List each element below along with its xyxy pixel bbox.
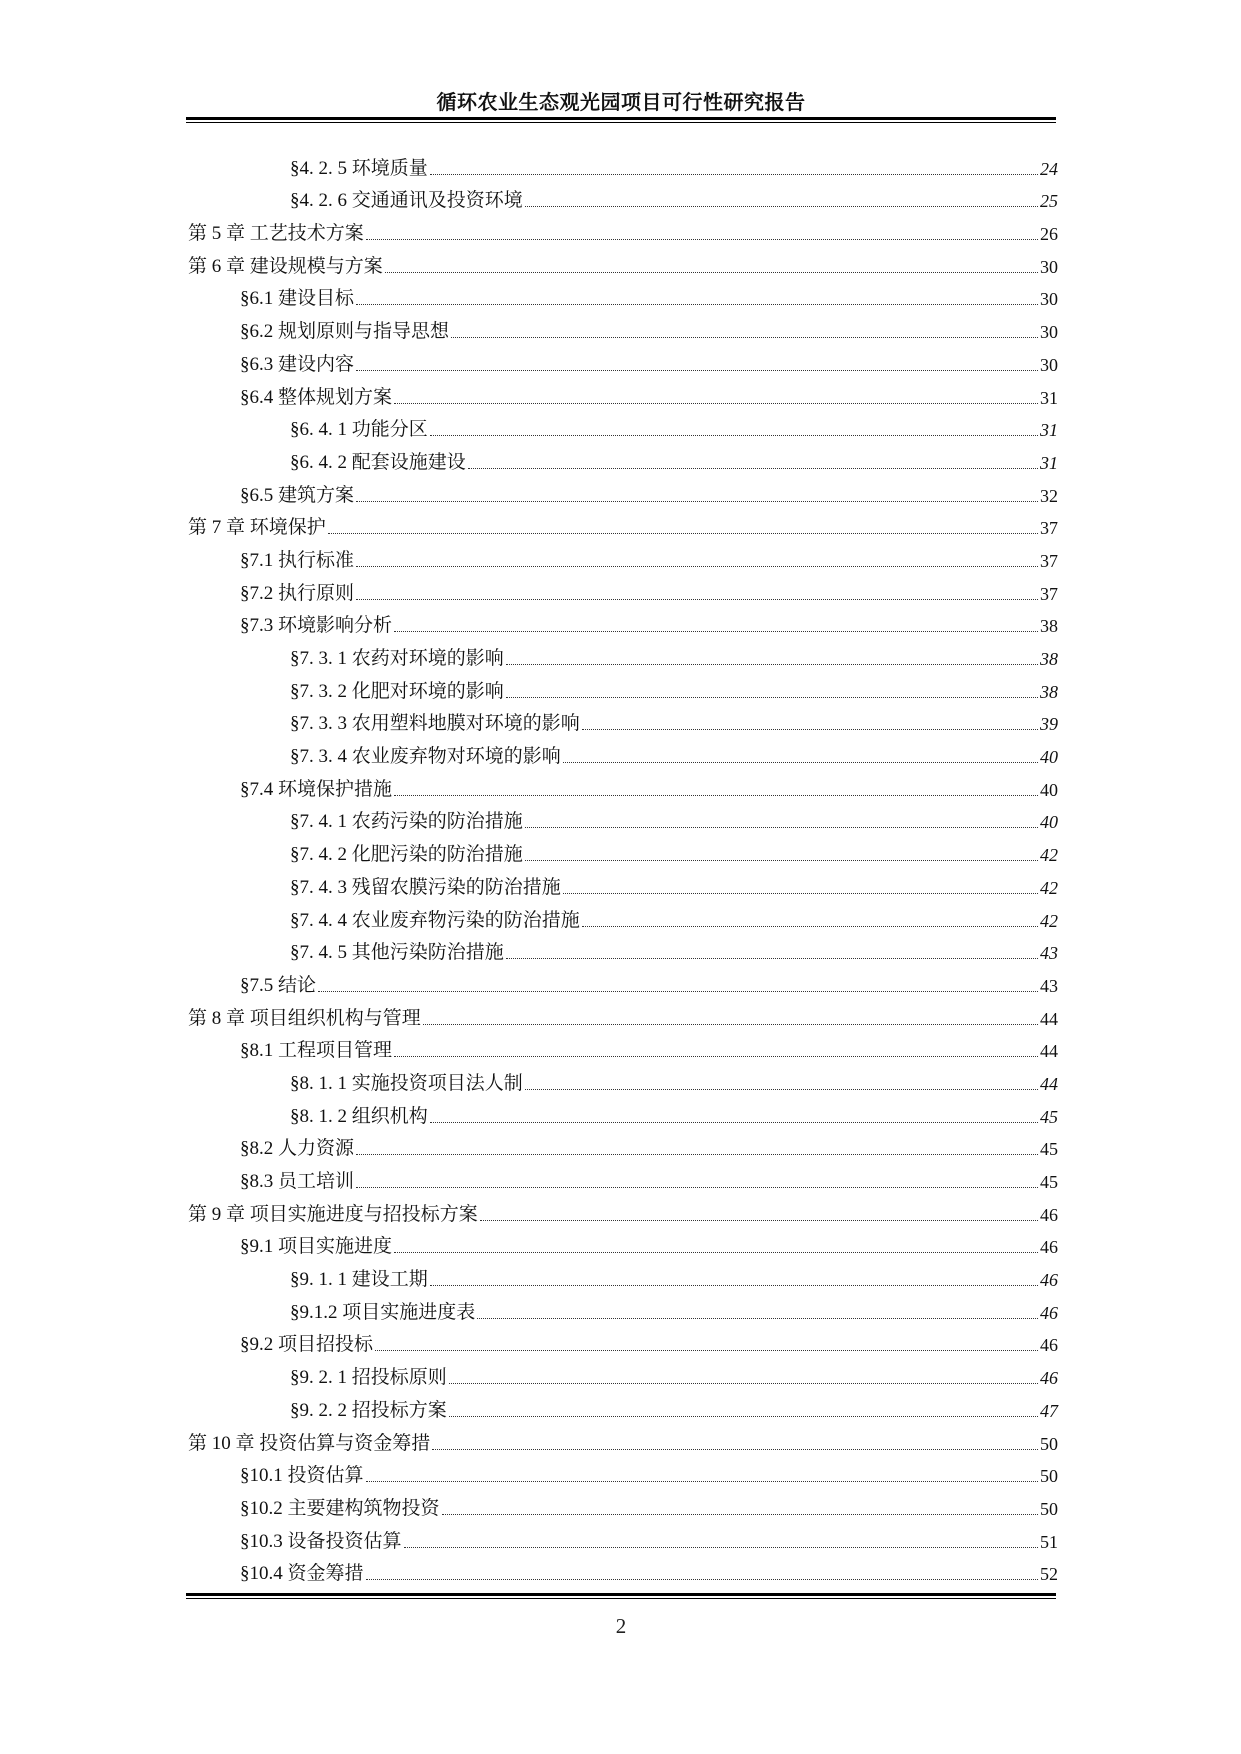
toc-dot-leader (432, 1449, 1038, 1450)
toc-entry[interactable] (188, 1068, 1058, 1101)
toc-entry[interactable] (188, 1101, 1058, 1134)
toc-entry[interactable] (188, 251, 1058, 284)
toc-entry-title: §7. 4. 4 农业废弃物污染的防治措施 (290, 909, 580, 931)
toc-dot-leader (506, 958, 1038, 959)
toc-entry-page: 45 (1040, 1106, 1058, 1127)
toc-dot-leader (394, 795, 1038, 796)
toc-entry-title: §6.3 建设内容 (240, 353, 355, 375)
toc-entry-page: 31 (1040, 420, 1058, 441)
toc-entry-title: §8.2 人力资源 (240, 1138, 355, 1160)
toc-entry[interactable] (188, 480, 1058, 513)
page-number: 2 (615, 1614, 627, 1638)
toc-entry[interactable] (188, 1493, 1058, 1526)
toc-entry-title: §6.1 建设目标 (240, 288, 355, 310)
toc-entry-page: 50 (1040, 1466, 1058, 1487)
toc-entry-title: §7. 3. 1 农药对环境的影响 (290, 648, 504, 669)
toc-entry-page: 46 (1040, 1237, 1058, 1258)
toc-entry-page: 37 (1040, 518, 1058, 539)
toc-entry-page: 44 (1040, 1008, 1058, 1029)
toc-entry-title: §7.1 执行标准 (240, 549, 355, 571)
toc-entry-title: §9.1 项目实施进度 (240, 1236, 393, 1258)
toc-entry-page: 46 (1040, 1204, 1058, 1225)
page-header-title: 循环农业生态观光园项目可行性研究报告 (436, 90, 806, 114)
toc-entry-title: §10.2 主要建构筑物投资 (240, 1497, 440, 1519)
header-rule-thick (186, 117, 1056, 120)
toc-entry[interactable] (188, 905, 1058, 938)
toc-entry[interactable] (188, 970, 1058, 1003)
toc-entry-page: 46 (1040, 1368, 1058, 1389)
toc-entry[interactable] (188, 643, 1058, 676)
toc-entry-page: 46 (1040, 1335, 1058, 1356)
toc-entry-title: §4. 2. 6 交通通讯及投资环境 (290, 190, 523, 212)
toc-entry-title: §7. 4. 1 农药污染的防治措施 (290, 811, 523, 833)
toc-entry-page: 40 (1040, 779, 1058, 800)
footer-rule-thick (186, 1593, 1056, 1596)
toc-dot-leader (430, 1122, 1038, 1123)
toc-entry[interactable] (188, 349, 1058, 382)
toc-entry-title: §7.4 环境保护措施 (240, 778, 393, 800)
toc-dot-leader (563, 762, 1038, 763)
toc-dot-leader (366, 1579, 1038, 1580)
toc-dot-leader (430, 174, 1038, 175)
toc-dot-leader (366, 239, 1038, 240)
toc-dot-leader (506, 697, 1038, 698)
toc-entry-page: 43 (1040, 975, 1058, 996)
toc-entry-page: 25 (1040, 191, 1058, 212)
toc-entry-page: 30 (1040, 322, 1058, 343)
toc-entry[interactable] (188, 839, 1058, 872)
toc-entry-title: §4. 2. 5 环境质量 (290, 157, 428, 179)
toc-entry-page: 42 (1040, 845, 1058, 866)
toc-entry-title: §7. 3. 4 农业废弃物对环境的影响 (290, 746, 561, 768)
toc-entry[interactable] (188, 513, 1058, 546)
toc-entry-title: §7. 3. 2 化肥对环境的影响 (290, 680, 504, 702)
toc-dot-leader (423, 1024, 1038, 1025)
toc-entry-page: 44 (1040, 1073, 1058, 1094)
toc-dot-leader (356, 1187, 1038, 1188)
toc-dot-leader (404, 1547, 1038, 1548)
toc-dot-leader (394, 1252, 1038, 1253)
toc-entry[interactable] (188, 1134, 1058, 1167)
toc-entry[interactable] (188, 611, 1058, 644)
toc-entry-page: 40 (1040, 812, 1058, 833)
toc-entry-page: 51 (1040, 1531, 1058, 1552)
toc-entry-title: §6.5 建筑方案 (240, 484, 355, 506)
toc-entry[interactable] (188, 807, 1058, 840)
toc-entry[interactable] (188, 1003, 1058, 1036)
toc-dot-leader (582, 926, 1038, 927)
toc-dot-leader (394, 403, 1038, 404)
toc-entry[interactable] (188, 1166, 1058, 1199)
toc-dot-leader (430, 1285, 1038, 1286)
toc-entry[interactable] (188, 153, 1058, 186)
toc-entry-page: 44 (1040, 1041, 1058, 1062)
toc-dot-leader (430, 435, 1038, 436)
toc-entry-page: 42 (1040, 877, 1058, 898)
toc-entry-title: §8.3 员工培训 (240, 1171, 355, 1192)
toc-dot-leader (375, 1350, 1038, 1351)
toc-dot-leader (525, 860, 1038, 861)
toc-dot-leader (356, 304, 1038, 305)
toc-entry-page: 32 (1040, 485, 1058, 506)
toc-entry-page: 31 (1040, 387, 1058, 408)
toc-entry-title: §9. 2. 1 招投标原则 (290, 1367, 447, 1389)
toc-entry[interactable] (188, 382, 1058, 415)
toc-entry-page: 43 (1040, 943, 1058, 964)
toc-entry[interactable] (188, 774, 1058, 807)
toc-entry-page: 26 (1040, 224, 1058, 245)
toc-dot-leader (366, 1481, 1038, 1482)
toc-entry-title: §7. 4. 2 化肥污染的防治措施 (290, 844, 523, 866)
toc-entry-page: 42 (1040, 910, 1058, 931)
toc-dot-leader (582, 729, 1038, 730)
toc-entry-page: 50 (1040, 1433, 1058, 1454)
toc-entry-title: §9. 2. 2 招投标方案 (290, 1399, 447, 1421)
toc-entry[interactable] (188, 938, 1058, 971)
toc-entry-page: 45 (1040, 1172, 1058, 1192)
toc-dot-leader (318, 991, 1038, 992)
toc-dot-leader (525, 827, 1038, 828)
toc-entry-page: 39 (1040, 714, 1058, 735)
toc-entry[interactable] (188, 578, 1058, 611)
toc-dot-leader (506, 664, 1038, 665)
header-rule-thin (186, 122, 1056, 123)
toc-dot-leader (356, 370, 1038, 371)
toc-entry-title: §10.4 资金筹措 (240, 1563, 364, 1585)
toc-entry-title: §8. 1. 2 组织机构 (290, 1105, 428, 1127)
toc-entry[interactable] (188, 447, 1058, 480)
toc-entry-title: §8. 1. 1 实施投资项目法人制 (290, 1072, 523, 1094)
toc-entry-page: 52 (1040, 1564, 1058, 1585)
toc-entry-title: §7.5 结论 (240, 974, 317, 996)
toc-entry-page: 38 (1040, 616, 1058, 637)
footer-rule-thin (186, 1598, 1056, 1599)
toc-entry[interactable] (188, 676, 1058, 709)
toc-dot-leader (451, 337, 1038, 338)
toc-dot-leader (477, 1318, 1038, 1319)
toc-entry-page: 30 (1040, 256, 1058, 277)
toc-dot-leader (356, 1154, 1038, 1155)
toc-dot-leader (328, 533, 1038, 534)
table-of-contents (188, 153, 1058, 1591)
toc-dot-leader (356, 501, 1038, 502)
toc-entry[interactable] (188, 1362, 1058, 1395)
toc-entry-page: 40 (1040, 747, 1058, 768)
toc-entry[interactable] (188, 316, 1058, 349)
toc-entry[interactable] (188, 1199, 1058, 1232)
toc-dot-leader (449, 1416, 1038, 1417)
toc-entry-page: 38 (1040, 649, 1058, 669)
toc-entry-title: §8.1 工程项目管理 (240, 1040, 393, 1062)
toc-dot-leader (394, 1056, 1038, 1057)
toc-entry-title: 第 10 章 投资估算与资金筹措 (188, 1432, 431, 1454)
toc-dot-leader (525, 1089, 1038, 1090)
toc-entry[interactable] (188, 284, 1058, 317)
toc-entry-title: §6. 4. 2 配套设施建设 (290, 451, 466, 473)
toc-entry[interactable] (188, 1297, 1058, 1330)
toc-entry-page: 30 (1040, 289, 1058, 310)
toc-entry-title: §6.2 规划原则与指导思想 (240, 321, 450, 343)
toc-entry-title: §7.2 执行原则 (240, 582, 355, 604)
toc-entry-title: §10.3 设备投资估算 (240, 1530, 402, 1552)
toc-dot-leader (356, 566, 1038, 567)
toc-entry[interactable] (188, 1036, 1058, 1069)
toc-entry-title: 第 8 章 项目组织机构与管理 (188, 1007, 421, 1029)
toc-entry-page: 37 (1040, 583, 1058, 604)
toc-entry[interactable] (188, 741, 1058, 774)
toc-entry[interactable] (188, 1264, 1058, 1297)
toc-entry-page: 50 (1040, 1498, 1058, 1519)
toc-dot-leader (563, 893, 1038, 894)
toc-entry[interactable] (188, 1232, 1058, 1265)
toc-entry-title: §7. 4. 3 残留农膜污染的防治措施 (290, 876, 561, 898)
toc-entry[interactable] (188, 1526, 1058, 1559)
toc-entry-page: 37 (1040, 550, 1058, 571)
toc-entry-title: 第 7 章 环境保护 (188, 517, 326, 539)
toc-entry-title: 第 9 章 项目实施进度与招投标方案 (188, 1203, 478, 1225)
toc-entry-title: 第 6 章 建设规模与方案 (188, 255, 383, 277)
toc-dot-leader (356, 599, 1038, 600)
toc-entry-title: §7.3 环境影响分析 (240, 615, 393, 637)
toc-entry-title: §9.1.2 项目实施进度表 (290, 1301, 476, 1323)
toc-entry[interactable] (188, 218, 1058, 251)
toc-entry[interactable] (188, 709, 1058, 742)
toc-dot-leader (394, 631, 1038, 632)
toc-entry[interactable] (188, 872, 1058, 905)
toc-dot-leader (525, 206, 1038, 207)
toc-dot-leader (385, 272, 1038, 273)
toc-entry-page: 24 (1040, 158, 1058, 179)
toc-entry-title: 第 5 章 工艺技术方案 (188, 223, 364, 245)
toc-dot-leader (468, 468, 1038, 469)
toc-entry-title: §6. 4. 1 功能分区 (290, 419, 428, 441)
toc-entry-title: §9. 1. 1 建设工期 (290, 1269, 428, 1291)
toc-entry[interactable] (188, 1461, 1058, 1494)
toc-dot-leader (442, 1514, 1038, 1515)
toc-entry[interactable] (188, 1428, 1058, 1461)
toc-entry-page: 30 (1040, 354, 1058, 375)
toc-entry[interactable] (188, 415, 1058, 448)
toc-entry-page: 46 (1040, 1302, 1058, 1323)
toc-dot-leader (480, 1220, 1038, 1221)
toc-entry[interactable] (188, 186, 1058, 219)
toc-entry[interactable] (188, 1559, 1058, 1592)
toc-entry-page: 47 (1040, 1400, 1058, 1421)
toc-entry[interactable] (188, 1330, 1058, 1363)
toc-entry-page: 46 (1040, 1270, 1058, 1291)
toc-entry[interactable] (188, 1395, 1058, 1428)
toc-entry-page: 45 (1040, 1139, 1058, 1160)
toc-entry-page: 38 (1040, 681, 1058, 702)
toc-entry-page: 31 (1040, 452, 1058, 473)
toc-entry-title: §6.4 整体规划方案 (240, 386, 393, 408)
toc-entry-title: §7. 4. 5 其他污染防治措施 (290, 942, 504, 964)
toc-entry[interactable] (188, 545, 1058, 578)
toc-entry-title: §9.2 项目招投标 (240, 1334, 374, 1356)
toc-dot-leader (449, 1383, 1038, 1384)
toc-entry-title: §7. 3. 3 农用塑料地膜对环境的影响 (290, 713, 580, 735)
toc-entry-title: §10.1 投资估算 (240, 1465, 364, 1487)
